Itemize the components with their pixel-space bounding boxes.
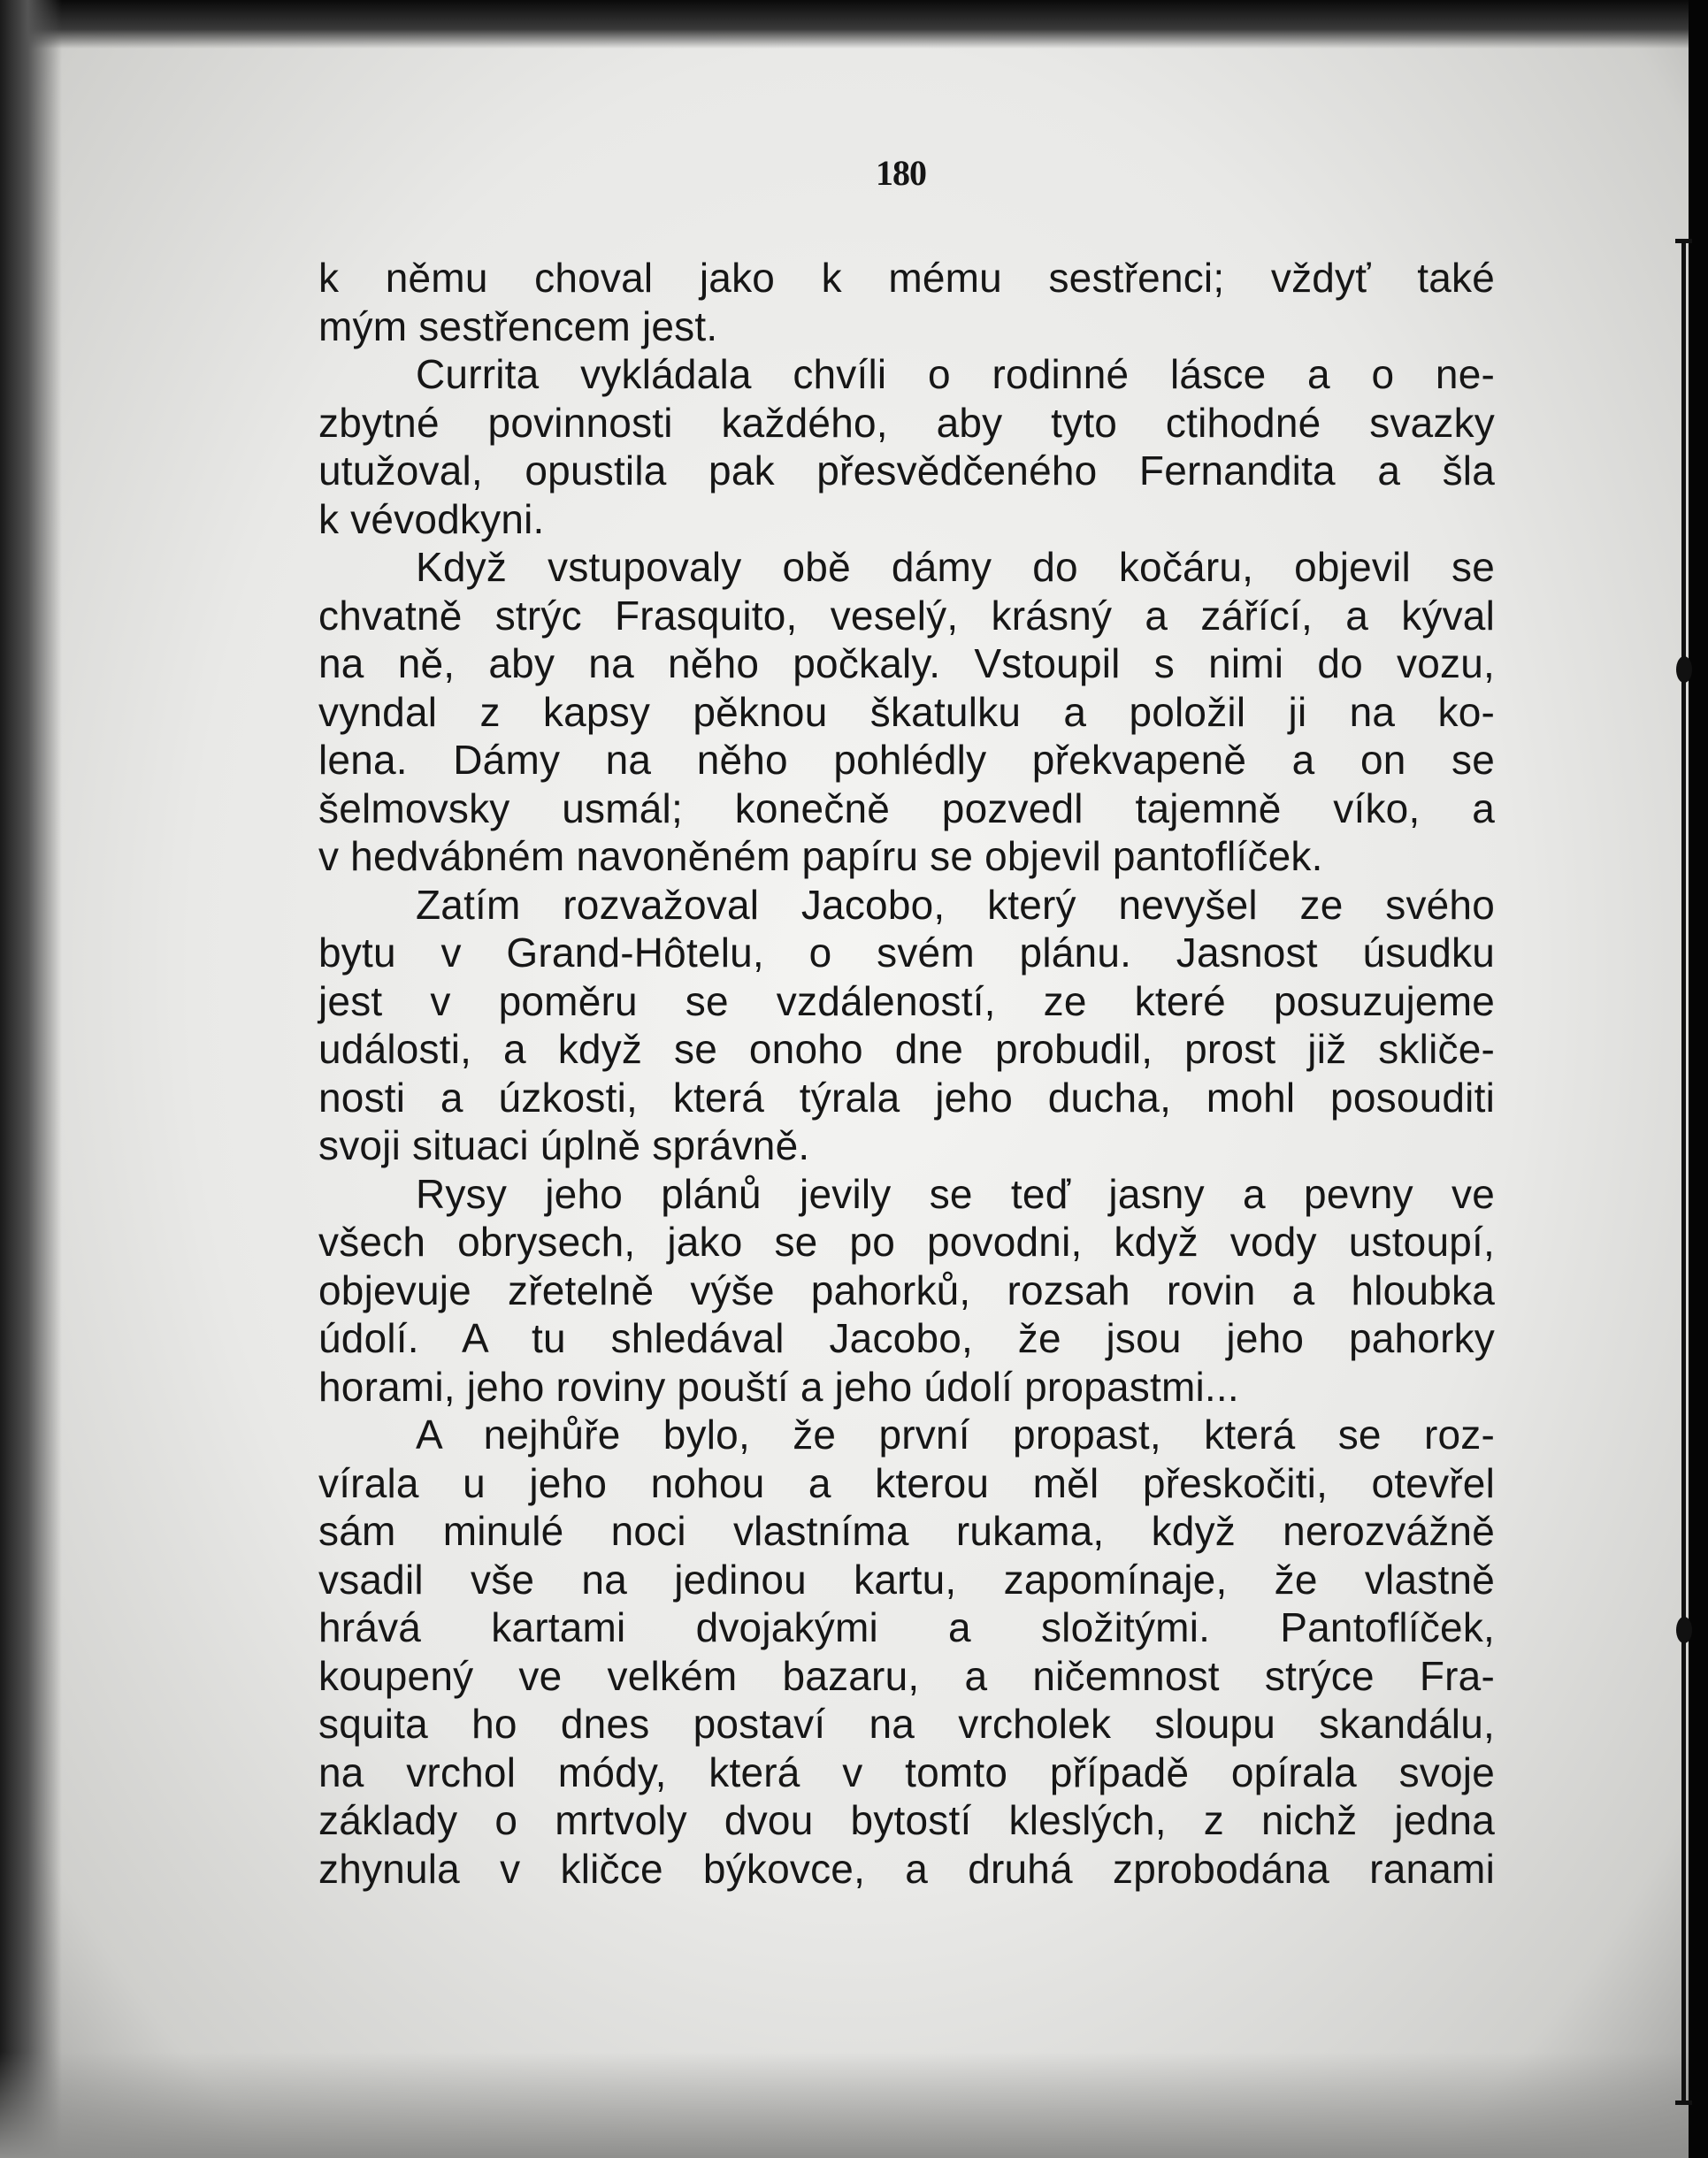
text-line: na ně, aby na něho počkaly. Vstoupil s nimi do vozu, [318, 640, 1495, 686]
margin-rule [1681, 239, 1686, 2105]
text-line: svoji situaci úplně správně. [318, 1122, 810, 1168]
text-line: k vévodkyni. [318, 495, 545, 542]
text-line: k němu choval jako k mému sestřenci; vždyť také [318, 255, 1495, 301]
top-scan-shadow [0, 0, 1708, 49]
text-line: v hedvábném navoněném papíru se objevil pantoflíček. [318, 833, 1323, 879]
text-line: vsadil vše na jedinou kartu, zapomínaje, že vlastně [318, 1556, 1495, 1603]
text-line: na vrchol módy, která v tomto případě opírala svoje [318, 1749, 1495, 1795]
text-line: šelmovsky usmál; konečně pozvedl tajemně víko, a [318, 784, 1495, 831]
text-line: koupený ve velkém bazaru, a ničemnost strýce Fra- [318, 1652, 1495, 1699]
text-line: zbytné povinnosti každého, aby tyto ctihodné svazky [318, 399, 1495, 446]
text-line: A nejhůře bylo, že první propast, která se roz- [416, 1412, 1495, 1458]
text-line: údolí. A tu shledával Jacobo, že jsou jeho pahorky [318, 1315, 1495, 1361]
body-text [318, 254, 1495, 1893]
left-scan-shadow [0, 0, 62, 2158]
text-line: horami, jeho roviny pouští a jeho údolí propastmi... [318, 1363, 1239, 1410]
text-line: hrává kartami dvojakými a složitými. Pantoflíček, [318, 1604, 1495, 1650]
text-line: lena. Dámy na něho pohlédly překvapeně a on se [318, 737, 1495, 783]
margin-mark [1676, 656, 1692, 683]
right-scan-border [1689, 0, 1708, 2158]
bottom-scan-shadow [0, 2052, 1708, 2158]
text-line: objevuje zřetelně výše pahorků, rozsah rovin a hloubka [318, 1266, 1495, 1313]
text-line: události, a když se onoho dne probudil, prost již skliče- [318, 1026, 1495, 1072]
text-line: Rysy jeho plánů jevily se teď jasny a pevny ve [416, 1170, 1495, 1217]
text-line: bytu v Grand-Hôtelu, o svém plánu. Jasnost úsudku [318, 930, 1495, 976]
text-line: sám minulé noci vlastníma rukama, když nerozvážně [318, 1508, 1495, 1554]
text-line: utužoval, opustila pak přesvědčeného Fernandita a šla [318, 448, 1495, 494]
text-line: základy o mrtvoly dvou bytostí kleslých, z nichž jedna [318, 1797, 1495, 1843]
page-number: 180 [876, 153, 926, 193]
text-line: Currita vykládala chvíli o rodinné lásce a o ne- [416, 351, 1495, 397]
margin-rule-bottom-tick [1675, 2101, 1692, 2105]
text-line: vírala u jeho nohou a kterou měl přeskočiti, otevřel [318, 1459, 1495, 1506]
text-line: Zatím rozvažoval Jacobo, který nevyšel ze svého [416, 881, 1495, 928]
text-line: zhynula v kličce býkovce, a druhá zprobodána ranami [318, 1845, 1495, 1892]
text-line: nosti a úzkosti, která týrala jeho ducha, mohl posouditi [318, 1074, 1495, 1121]
text-line: jest v poměru se vzdáleností, ze které posuzujeme [318, 977, 1495, 1024]
text-line: vyndal z kapsy pěknou škatulku a položil ji na ko- [318, 688, 1495, 735]
text-line: všech obrysech, jako se po povodni, když vody ustoupí, [318, 1219, 1495, 1265]
text-line: chvatně strýc Frasquito, veselý, krásný a zářící, a kýval [318, 592, 1495, 639]
margin-rule-top-tick [1675, 239, 1692, 243]
text-line: Když vstupovaly obě dámy do kočáru, objevil se [416, 544, 1495, 590]
text-line: mým sestřencem jest. [318, 302, 718, 349]
text-line: squita ho dnes postaví na vrcholek sloupu skandálu, [318, 1701, 1495, 1747]
margin-mark [1676, 1617, 1692, 1643]
